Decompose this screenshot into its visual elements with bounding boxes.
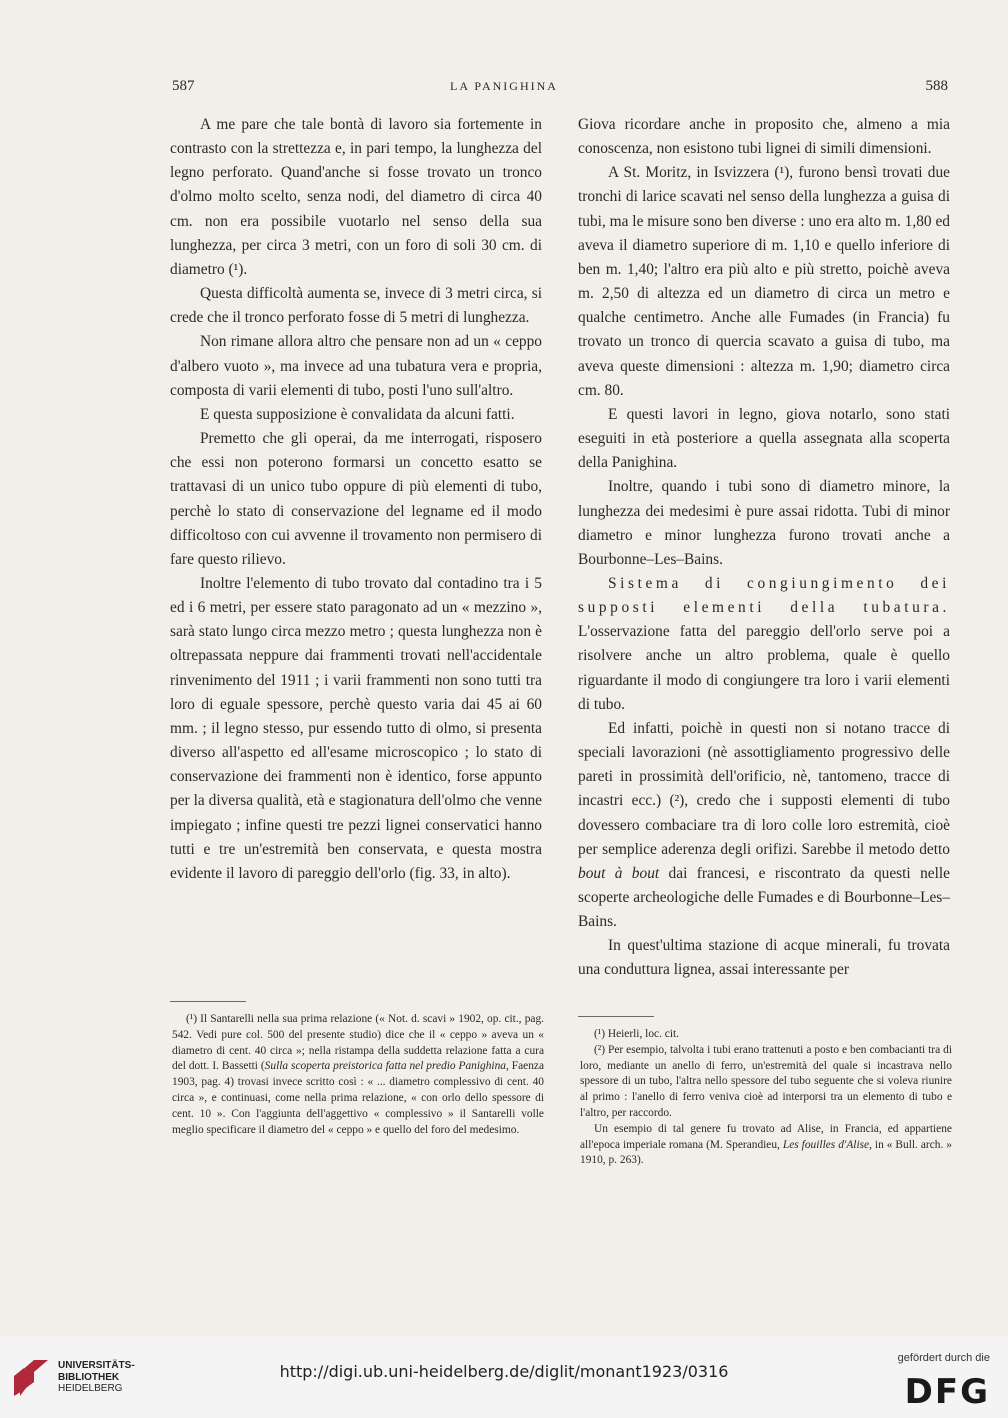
paragraph: Inoltre l'elemento di tubo trovato dal contadino tra i 5 ed i 6 metri, per essere stato paragonato ad un « mezzino », sarà stato lungo circa mezzo metro ; questa lunghezza non è oltrepassata neppure dai frammenti trovati nell'accidentale rinvenimento del 1911 ; i varii frammenti non sono tutti tra loro di eguale spessore, perchè questo varia dai 45 ai 60 mm. ; il legno stesso, pur essendo tutto di olmo, si presenta diverso all'aspetto ed all'esame microscopico ; lo stato di conservazione dei frammenti non è identico, forse appunto per la diversa qualità, età e stagionatura dell'olmo che venne impiegato ; infine questi tre pezzi lignei conservatici hanno tutti e tre un'estremità ben conservata, e questa mostra evidente il lavoro di pareggio dell'orlo (fig. 33, in alto). bbox=[170, 574, 542, 882]
footnotes-right bbox=[580, 1027, 952, 1169]
footnote-text: Un esempio di tal genere fu trovato ad Alise, in Francia, ed appartiene all'epoca imperiale romana (M. Sperandieu, bbox=[580, 1122, 952, 1151]
footnote bbox=[580, 1122, 952, 1169]
paragraph-section-lead bbox=[578, 572, 950, 717]
footnote-text: , in « Bull. arch. » 1910, p. 263). bbox=[580, 1138, 952, 1167]
paragraph-text: L'osservazione fatta del pareggio dell'orlo serve poi a risolvere anche un altro problema, quale è quello riguardante il modo di congiungere tra loro i varii elementi di tubo. bbox=[578, 623, 950, 713]
footnote-rule-left bbox=[170, 1001, 246, 1002]
footnote-text: (¹) Il Santarelli nella sua prima relazione (« Not. d. scavi » 1902, op. cit., pag. 542. Vedi pure col. 500 del presente studio) dice che il « ceppo » aveva un « diametro di cent. 40 circa »; nella ristampa della suddetta relazione fatta a cura del dott. I. Bassetti ( bbox=[172, 1013, 544, 1073]
footnotes-left bbox=[172, 1012, 544, 1138]
paragraph: Giova ricordare anche in proposito che, almeno a mia conoscenza, non esistono tubi lignei di simili dimensioni. bbox=[578, 116, 950, 158]
digitization-footer bbox=[0, 1336, 1008, 1418]
running-title: LA PANIGHINA bbox=[450, 79, 558, 93]
left-column bbox=[170, 113, 542, 886]
footnote bbox=[172, 1012, 544, 1138]
footnote-italic: Sulla scoperta preistorica fatta nel predio Panighina bbox=[264, 1060, 506, 1073]
permalink-url[interactable]: http://digi.ub.uni-heidelberg.de/diglit/monant1923/0316 bbox=[279, 1362, 729, 1381]
library-name-line: BIBLIOTHEK bbox=[58, 1371, 120, 1383]
footnote-text: , Faenza 1903, pag. 4) trovasi invece scritto così : « ... diametro complessivo di cent. 40 circa », e continuasi, come nella prima relazione, « con orlo dello spessore di cent. 10 ». Con l'aggiunta dell'aggettivo « complessivo » il Santarelli volle meglio specificare il diametro del « ceppo » e quello del foro del medesimo. bbox=[172, 1060, 545, 1136]
section-lead: Sistema di congiungimento dei supposti elementi della tubatura. bbox=[578, 574, 950, 617]
paragraph: A St. Moritz, in Isvizzera (¹), furono bensì trovati due tronchi di larice scavati nel senso della lunghezza a guisa di tubi, ma le misure sono ben diverse : uno era alto m. 1,80 ed aveva il diametro superiore di m. 1,10 e quello inferiore di ben m. 1,40; l'altro era più alto e più stretto, poichè aveva m. 2,50 di altezza ed un diametro di circa un metro e qualche centimetro. Anche alle Fumades (in Francia) fu trovato un tronco di quercia scavato a guisa di tubo, ma aveva queste dimensioni : altezza m. 1,90; diametro circa cm. 80. bbox=[578, 164, 950, 399]
footnote-rule-right bbox=[578, 1016, 654, 1017]
paragraph-text: Ed infatti, poichè in questi non si notano tracce di speciali lavorazioni (nè assottigliamento progressivo delle pareti in prossimità dell'orificio, nè, tantomeno, tracce di incastri ecc.) (²), credo che i supposti elementi di tubo dovessero combaciare tra di loro colle loro estremità, cioè per semplice aderenza degli orifizi. Sarebbe il metodo detto bbox=[578, 719, 950, 858]
footnote-italic: Les fouilles d'Alise bbox=[782, 1138, 870, 1151]
dfg-logo: DFG bbox=[904, 1372, 990, 1412]
footnote: (¹) Heierli, loc. cit. bbox=[594, 1028, 680, 1040]
footnote: (²) Per esempio, talvolta i tubi erano trattenuti a posto e ben combacianti tra di loro, mediante un anello di ferro, un'estremità del quale si incastrava nello spessore di un tubo, l'altra nello spessore del tubo seguente che si voleva riunire al primo : l'anello di ferro veniva cioè ad interporsi tra un elemento di tubo e l'altro, per raccordo. bbox=[580, 1043, 952, 1119]
paragraph: A me pare che tale bontà di lavoro sia fortemente in contrasto con la strettezza e, in pari tempo, la lunghezza del legno perforato. Quand'anche si fosse trovato un tronco d'olmo molto scelto, senza nodi, del diametro di circa 40 cm. non era possibile vuotarlo nel senso della sua lunghezza, per circa 3 metri, con un foro di soli 30 cm. di diametro (¹). bbox=[170, 116, 542, 278]
paragraph: Non rimane allora altro che pensare non ad un « ceppo d'albero vuoto », ma invece ad una tubatura vera e propria, composta di varii elementi di tubo, posti l'uno sull'altro. bbox=[170, 333, 542, 399]
page-number-left: 587 bbox=[172, 78, 195, 94]
paragraph: Premetto che gli operai, da me interrogati, risposero che essi non poterono formarsi un concetto esatto se trattavasi di un unico tubo oppure di più elementi di tubo, perchè lo stato di conservazione del legname ed il modo difficoltoso con cui avvenne il trovamento non permisero di fare questo rilievo. bbox=[170, 430, 542, 568]
paragraph: E questi lavori in legno, giova notarlo, sono stati eseguiti in età posteriore a quella assegnata alla scoperta della Panighina. bbox=[578, 405, 950, 472]
paragraph: E questa supposizione è convalidata da alcuni fatti. bbox=[200, 405, 515, 423]
italic-term: bout à bout bbox=[578, 864, 660, 882]
paragraph: Inoltre, quando i tubi sono di diametro minore, la lunghezza dei medesimi è pure assai ridotta. Tubi di minor diametro e minor lunghezza furono trovati anche a Bourbonne–Les–Bains. bbox=[578, 478, 950, 568]
page-number-right: 588 bbox=[925, 78, 948, 94]
supported-by-label: gefördert durch die bbox=[897, 1352, 990, 1364]
paragraph-text: dai francesi, e riscontrato da questi nelle scoperte archeologiche delle Fumades e di Bourbonne–Les–Bains. bbox=[578, 864, 950, 931]
right-column bbox=[578, 113, 950, 983]
library-name-line: UNIVERSITÄTS- bbox=[58, 1360, 135, 1371]
library-name-line: HEIDELBERG bbox=[58, 1383, 123, 1394]
paragraph bbox=[578, 717, 950, 934]
paragraph: Questa difficoltà aumenta se, invece di 3 metri circa, si crede che il tronco perforato fosse di 5 metri di lunghezza. bbox=[170, 285, 542, 327]
running-header bbox=[0, 78, 1008, 102]
paragraph: In quest'ultima stazione di acque minerali, fu trovata una conduttura lignea, assai interessante per bbox=[578, 937, 950, 979]
